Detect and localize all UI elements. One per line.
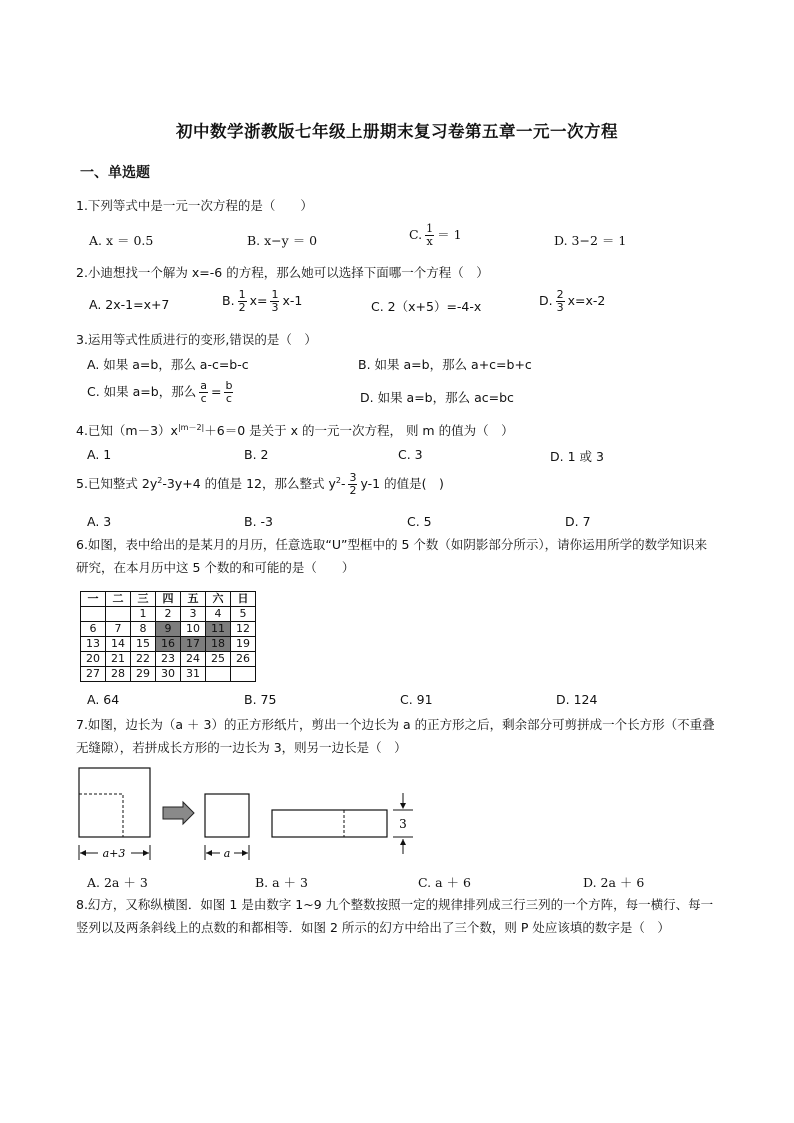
q4-exponent: |m－2| [177, 422, 205, 432]
cut-line [79, 794, 123, 837]
denominator: 2 [238, 301, 246, 314]
arrow-right-icon [163, 802, 194, 824]
calendar-cell: 23 [156, 652, 181, 667]
calendar-cell: 17 [181, 637, 206, 652]
q5-exponent: 2 [157, 475, 163, 485]
q6-option-b: B. 75 [244, 692, 277, 707]
calendar-header-cell: 六 [206, 592, 231, 607]
big-square [79, 768, 150, 837]
q4-option-a: A. 1 [87, 447, 112, 462]
arrow-up-icon [400, 839, 406, 845]
q3-c-eq: = [210, 384, 222, 399]
numerator: b [225, 379, 233, 392]
denominator: x [426, 235, 433, 248]
calendar-cell: 31 [181, 667, 206, 682]
calendar-cell: 5 [231, 607, 256, 622]
q5-stem-end: y-1 的值是( ) [360, 476, 444, 491]
q4-option-d: D. 1 或 3 [550, 449, 604, 464]
q4-option-b: B. 2 [244, 447, 269, 462]
arrow-down-icon [400, 803, 406, 809]
question-8-stem: 8.幻方，又称纵横图．如图 1 是由数字 1~9 九个整数按照一定的规律排列成三行三列的一个方阵，每一横行、每一竖列以及两条斜线上的点数的和都相等．如图 2 所示的幻方中给出了三个数，则 P 处应该填的数字是（ ） [76, 897, 714, 935]
calendar-header-cell: 五 [181, 592, 206, 607]
q3-c-text: C. 如果 a=b，那么 [87, 384, 197, 399]
calendar-cell: 28 [106, 667, 131, 682]
calendar-cell: 9 [156, 622, 181, 637]
q2-b-mid: x= [249, 293, 268, 308]
calendar-cell: 8 [131, 622, 156, 637]
calendar-cell: 1 [131, 607, 156, 622]
calendar-cell: 30 [156, 667, 181, 682]
page-title: 初中数学浙教版七年级上册期末复习卷第五章一元一次方程 [176, 122, 618, 141]
small-square [205, 794, 249, 837]
calendar-cell: 16 [156, 637, 181, 652]
question-2-stem: 2.小迪想找一个解为 x=-6 的方程，那么她可以选择下面哪一个方程（ ） [76, 265, 489, 280]
arrow-left-icon [206, 850, 212, 856]
q2-option-c: C. 2（x+5）=-4-x [371, 299, 482, 314]
numerator: 3 [349, 471, 357, 484]
question-7-stem: 7.如图，边长为（a ＋ 3）的正方形纸片，剪出一个边长为 a 的正方形之后，剩余部分可剪拼成一个长方形（不重叠无缝隙），若拼成长方形的一边长为 3，则另一边长是（ ） [76, 717, 715, 755]
q7-option-b: B. a ＋ 3 [255, 875, 308, 890]
q6-option-a: A. 64 [87, 692, 120, 707]
q3-option-b: B. 如果 a=b，那么 a+c=b+c [358, 357, 532, 372]
calendar-cell: 13 [81, 637, 106, 652]
q4-option-c: C. 3 [398, 447, 423, 462]
q4-stem-end: ＋6＝0 是关于 x 的一元一次方程， 则 m 的值为（ ） [204, 423, 514, 438]
calendar-cell: 29 [131, 667, 156, 682]
dim-label-a-plus-3: a+3 [102, 847, 126, 860]
q5-option-b: B. -3 [244, 514, 273, 529]
calendar-cell: 18 [206, 637, 231, 652]
calendar-cell: 27 [81, 667, 106, 682]
q7-option-d: D. 2a ＋ 6 [583, 875, 645, 890]
q5-stem-mid: -3y+4 的值是 12，那么整式 y [162, 476, 336, 491]
q2-d-label: D. [539, 293, 553, 308]
calendar-cell: 14 [106, 637, 131, 652]
q5-option-c: C. 5 [407, 514, 432, 529]
calendar-header-cell: 三 [131, 592, 156, 607]
q5-option-a: A. 3 [87, 514, 112, 529]
q5-stem-start: 5.已知整式 2y [76, 476, 158, 491]
calendar-cell: 25 [206, 652, 231, 667]
q2-b-label: B. [222, 293, 235, 308]
q1-option-a: A. x ＝ 0.5 [89, 233, 154, 248]
dim-label-3: 3 [399, 817, 407, 831]
denominator: 3 [556, 301, 564, 314]
arrow-right-icon [242, 850, 248, 856]
question-3-stem: 3.运用等式性质进行的变形,错误的是（ ） [76, 332, 317, 347]
q5-option-d: D. 7 [565, 514, 591, 529]
calendar-cell: 24 [181, 652, 206, 667]
arrow-right-icon [143, 850, 149, 856]
calendar-cell: 11 [206, 622, 231, 637]
long-rectangle [272, 810, 387, 837]
arrow-left-icon [80, 850, 86, 856]
calendar-cell: 22 [131, 652, 156, 667]
q1-c-label: C. [409, 227, 423, 242]
calendar-cell: 21 [106, 652, 131, 667]
calendar-cell: 2 [156, 607, 181, 622]
dim-label-a: a [223, 847, 231, 860]
calendar-header-cell: 四 [156, 592, 181, 607]
calendar-header-cell: 二 [106, 592, 131, 607]
calendar-cell: 4 [206, 607, 231, 622]
calendar-cell: 10 [181, 622, 206, 637]
calendar-cell: 20 [81, 652, 106, 667]
denominator: 3 [271, 301, 279, 314]
calendar-cell: 26 [231, 652, 256, 667]
calendar-header-cell: 一 [81, 592, 106, 607]
q3-option-d: D. 如果 a=b，那么 ac=bc [360, 390, 514, 405]
q3-option-a: A. 如果 a=b，那么 a-c=b-c [87, 357, 249, 372]
section-heading: 一、单选题 [80, 165, 150, 181]
denominator: c [200, 392, 207, 405]
denominator: 2 [349, 484, 357, 497]
q5-minus: - [340, 476, 346, 491]
question-1-stem: 1.下列等式中是一元一次方程的是（ ） [76, 198, 313, 213]
numerator: 2 [556, 288, 564, 301]
q1-option-d: D. 3−2 ＝ 1 [554, 233, 627, 248]
calendar-cell: 19 [231, 637, 256, 652]
calendar-cell: 7 [106, 622, 131, 637]
q7-option-a: A. 2a ＋ 3 [87, 875, 148, 890]
q2-b-rest: x-1 [282, 293, 303, 308]
q7-option-c: C. a ＋ 6 [418, 875, 471, 890]
q2-option-a: A. 2x-1=x+7 [89, 297, 170, 312]
q1-option-b: B. x−y ＝ 0 [247, 233, 318, 248]
numerator: 1 [238, 288, 246, 301]
q6-option-c: C. 91 [400, 692, 433, 707]
calendar-header-cell: 日 [231, 592, 256, 607]
q2-d-rest: x=x-2 [567, 293, 606, 308]
q6-option-d: D. 124 [556, 692, 598, 707]
calendar-cell: 6 [81, 622, 106, 637]
question-6-stem: 6.如图，表中给出的是某月的月历，任意选取“U”型框中的 5 个数（如阴影部分所示），请你运用所学的数学知识来研究，在本月历中这 5 个数的和可能的是（ ） [76, 537, 708, 575]
q5-exponent-2: 2 [335, 475, 341, 485]
numerator: a [200, 379, 207, 392]
q1-c-rest: ＝ 1 [437, 227, 462, 242]
calendar-cell: 12 [231, 622, 256, 637]
calendar-cell: 15 [131, 637, 156, 652]
denominator: c [225, 392, 232, 405]
numerator: 1 [426, 222, 434, 235]
numerator: 1 [271, 288, 279, 301]
calendar-cell: 3 [181, 607, 206, 622]
q4-stem-start: 4.已知（m－3）x [76, 423, 178, 438]
